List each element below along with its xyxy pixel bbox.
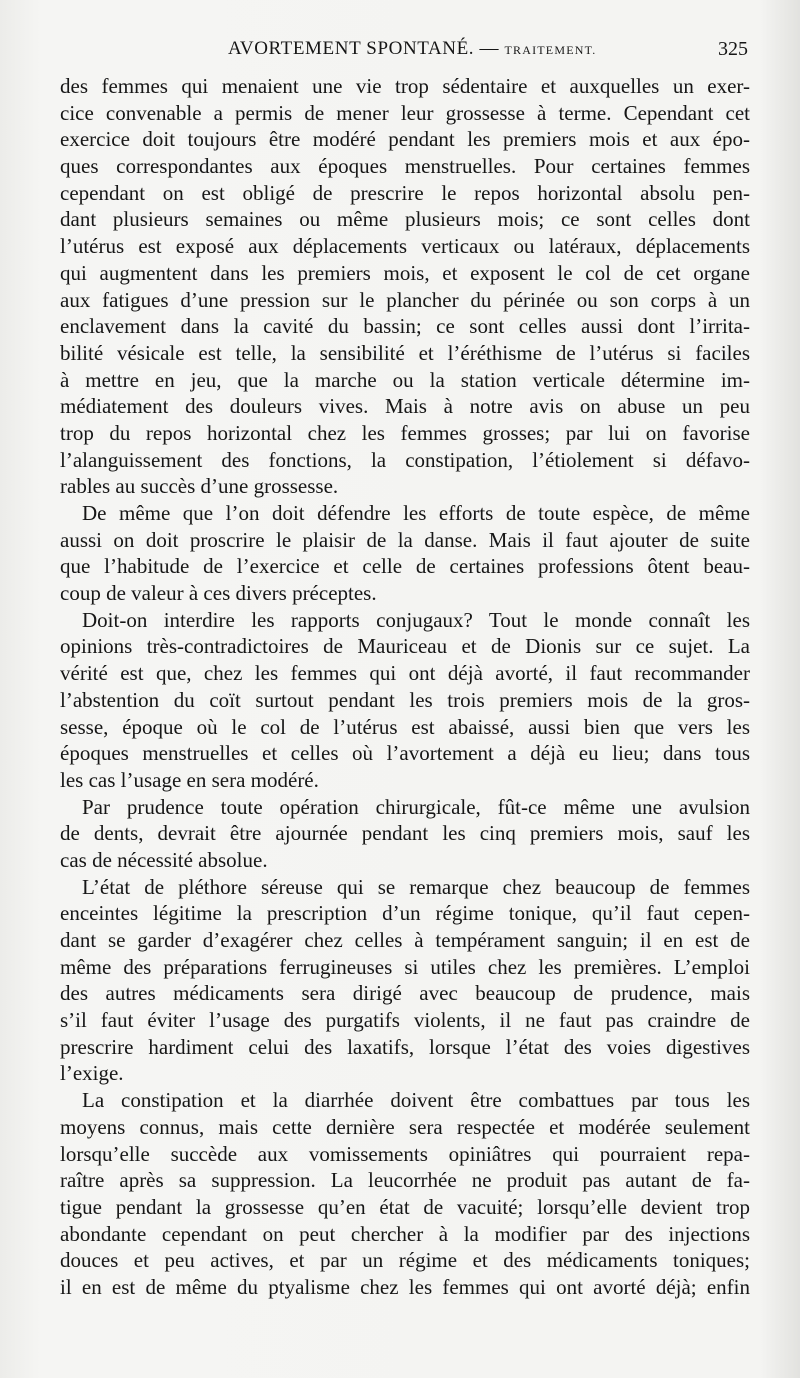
text-line: douces et peu actives, et par un régime et des médicaments toniques; — [60, 1248, 750, 1273]
text-line: dant plusieurs semaines ou même plusieurs mois; ce sont celles dont — [60, 207, 750, 232]
text-line: même des préparations ferrugineuses si utiles chez les premières. L’emploi — [60, 954, 750, 979]
text-line: de dents, devrait être ajournée pendant les cinq premiers mois, sauf les — [60, 821, 750, 846]
text-line: des autres médicaments sera dirigé avec beaucoup de prudence, mais — [60, 981, 750, 1006]
text-line: Doit-on interdire les rapports conjugaux? Tout le monde connaît les — [82, 607, 750, 632]
text-line: que l’habitude de l’exercice et celle de certaines professions ôtent beau- — [60, 554, 750, 579]
text-line: coup de valeur à ces divers préceptes. — [60, 581, 377, 606]
text-line: médiatement des douleurs vives. Mais à notre avis on abuse un peu — [60, 394, 750, 419]
text-line: aussi on doit proscrire le plaisir de la danse. Mais il faut ajouter de suite — [60, 527, 750, 552]
text-line: aux fatigues d’une pression sur le plancher du périnée ou son corps à un — [60, 287, 750, 312]
running-title-section: TRAITEMENT. — [504, 43, 597, 57]
text-line: sesse, époque où le col de l’utérus est abaissé, aussi bien que vers les — [60, 714, 750, 739]
text-line: abondante cependant on peut chercher à la modifier par des injections — [60, 1221, 750, 1246]
text-line: ques correspondantes aux époques menstruelles. Pour certaines femmes — [60, 154, 750, 179]
text-line: qui augmentent dans les premiers mois, et exposent le col de cet organe — [60, 260, 750, 285]
text-line: enceintes légitime la prescription d’un régime tonique, qu’il faut cepen- — [60, 901, 750, 926]
text-line: tigue pendant la grossesse qu’en état de vacuité; lorsqu’elle devient trop — [60, 1194, 750, 1219]
text-line: exercice doit toujours être modéré pendant les premiers mois et aux épo- — [60, 127, 750, 152]
text-line: il en est de même du ptyalisme chez les femmes qui ont avorté déjà; enfin — [60, 1274, 750, 1299]
text-line: l’exige. — [60, 1061, 124, 1086]
text-line: L’état de pléthore séreuse qui se remarque chez beaucoup de femmes — [82, 874, 750, 899]
text-line: opinions très-contradictoires de Mauriceau et de Dionis sur ce sujet. La — [60, 634, 750, 659]
text-line: l’alanguissement des fonctions, la constipation, l’étiolement si défavo- — [60, 447, 750, 472]
text-line: l’abstention du coït surtout pendant les trois premiers mois de la gros- — [60, 687, 750, 712]
text-line: raître après sa suppression. La leucorrhée ne produit pas autant de fa- — [60, 1168, 750, 1193]
text-line: s’il faut éviter l’usage des purgatifs violents, il ne faut pas craindre de — [60, 1008, 750, 1033]
text-line: l’utérus est exposé aux déplacements verticaux ou latéraux, déplacements — [60, 234, 750, 259]
text-line: trop du repos horizontal chez les femmes grosses; par lui on favorise — [60, 420, 750, 445]
text-line: Par prudence toute opération chirurgicale, fût-ce même une avulsion — [82, 794, 750, 819]
text-line: époques menstruelles et celles où l’avortement a déjà eu lieu; dans tous — [60, 741, 750, 766]
text-line: enclavement dans la cavité du bassin; ce sont celles aussi dont l’irrita- — [60, 314, 750, 339]
text-line: cas de nécessité absolue. — [60, 847, 268, 872]
body-text — [60, 73, 750, 1301]
text-line: à mettre en jeu, que la marche ou la station verticale détermine im- — [60, 367, 750, 392]
running-title-main: AVORTEMENT SPONTANÉ. — — [228, 38, 500, 59]
text-line: les cas l’usage en sera modéré. — [60, 767, 319, 792]
text-line: vérité est que, chez les femmes qui ont déjà avorté, il faut recommander — [60, 661, 750, 686]
page-header — [60, 38, 750, 68]
running-title — [228, 38, 596, 60]
text-line: moyens connus, mais cette dernière sera respectée et modérée seulement — [60, 1114, 750, 1139]
text-line: rables au succès d’une grossesse. — [60, 474, 339, 499]
text-line: dant se garder d’exagérer chez celles à tempérament sanguin; il en est de — [60, 928, 750, 952]
text-line: cice convenable a permis de mener leur grossesse à terme. Cependant cet — [60, 100, 750, 125]
text-line: prescrire hardiment celui des laxatifs, lorsque l’état des voies digestives — [60, 1034, 750, 1059]
text-line: La constipation et la diarrhée doivent être combattues par tous les — [82, 1088, 750, 1113]
text-line: lorsqu’elle succède aux vomissements opiniâtres qui pourraient repa- — [60, 1141, 750, 1166]
text-line: De même que l’on doit défendre les efforts de toute espèce, de même — [82, 501, 750, 525]
text-line: cependant on est obligé de prescrire le repos horizontal absolu pen- — [60, 180, 750, 205]
text-line: bilité vésicale est telle, la sensibilité et l’éréthisme de l’utérus si faciles — [60, 340, 750, 365]
text-line: des femmes qui menaient une vie trop sédentaire et auxquelles un exer- — [60, 74, 750, 98]
page-number: 325 — [718, 38, 748, 60]
